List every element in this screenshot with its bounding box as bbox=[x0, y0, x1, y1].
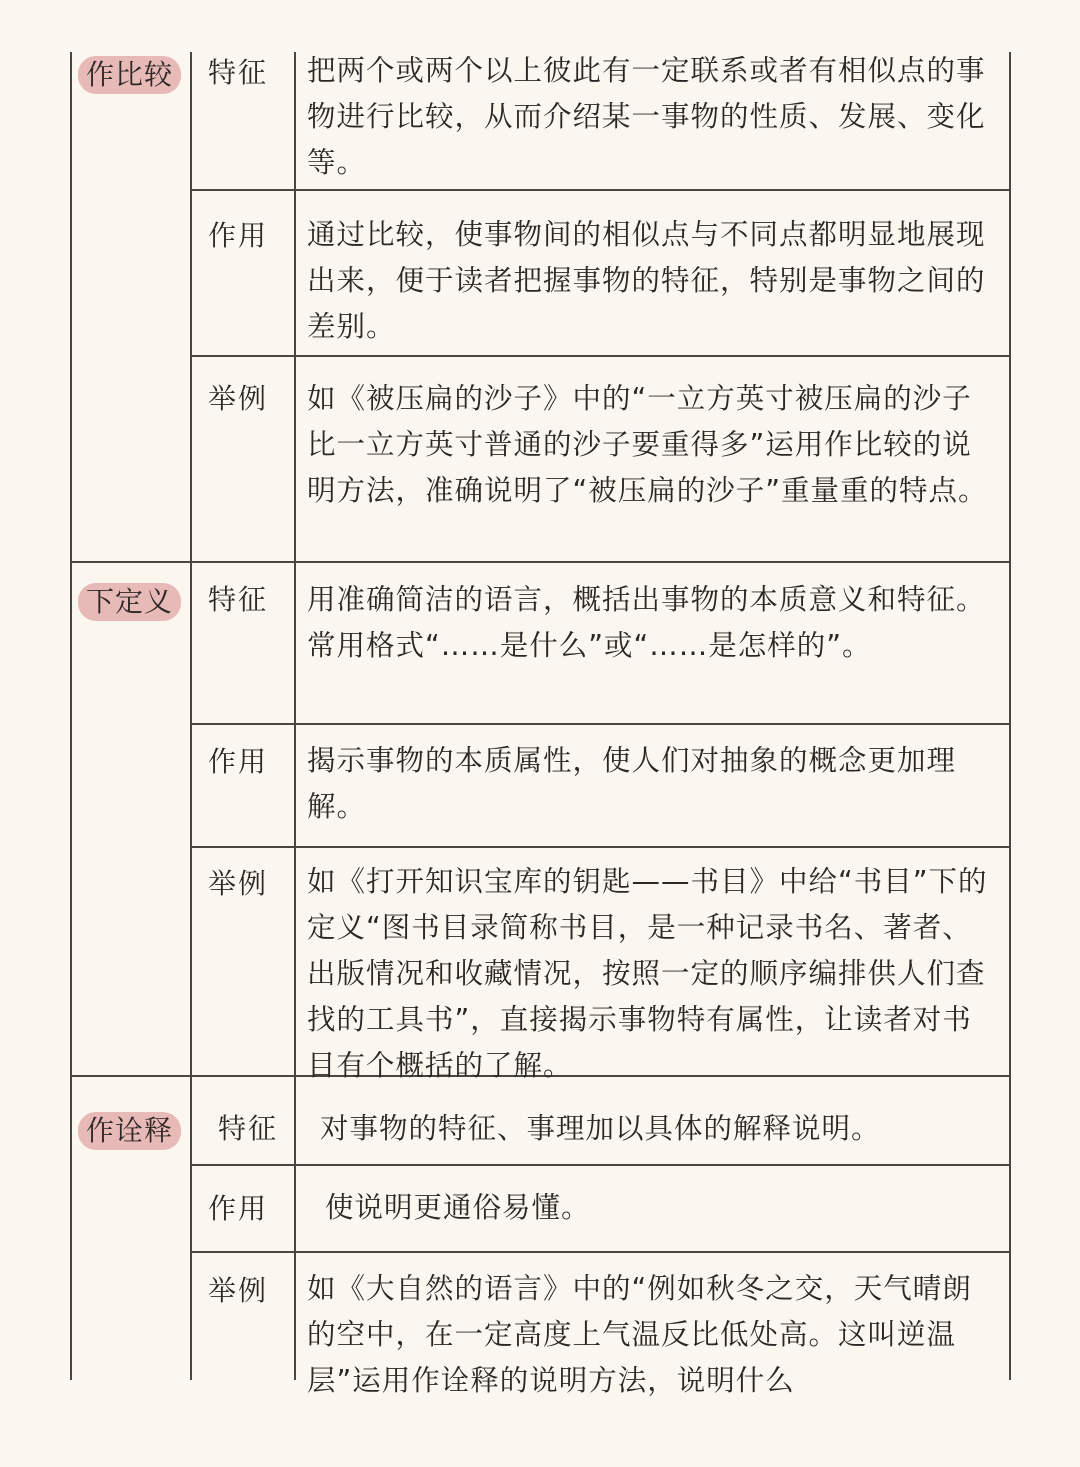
row-label-example: 举例 bbox=[208, 867, 269, 900]
row-label-function: 作用 bbox=[208, 219, 269, 252]
row-label-feature: 特征 bbox=[208, 56, 269, 89]
table-column-divider-1 bbox=[190, 52, 192, 1380]
example-text: 如《被压扁的沙子》中的“一立方英寸被压扁的沙子比一立方英寸普通的沙子要重得多”运用作比较的说明方法，准确说明了“被压扁的沙子”重量重的特点。 bbox=[307, 382, 988, 507]
methods-table bbox=[70, 52, 1011, 1397]
table-left-border bbox=[70, 52, 72, 1380]
feature-text: 对事物的特征、事理加以具体的解释说明。 bbox=[320, 1112, 881, 1145]
table-right-border bbox=[1009, 52, 1011, 1380]
row-label-function: 作用 bbox=[208, 745, 269, 778]
example-text: 如《大自然的语言》中的“例如秋冬之交，天气晴朗的空中，在一定高度上气温反比低处高。这叫逆温层”运用作诠释的说明方法，说明什么 bbox=[307, 1272, 972, 1397]
row-label-example: 举例 bbox=[208, 1274, 269, 1307]
row-label-feature: 特征 bbox=[218, 1112, 279, 1145]
row-label-feature: 特征 bbox=[208, 583, 269, 616]
function-text: 使说明更通俗易懂。 bbox=[325, 1191, 591, 1224]
method-name: 作比较 bbox=[78, 56, 181, 94]
method-name: 下定义 bbox=[78, 583, 181, 621]
example-text: 如《打开知识宝库的钥匙——书目》中给“书目”下的定义“图书目录简称书目，是一种记录书名、著者、出版情况和收藏情况，按照一定的顺序编排供人们查找的工具书”，直接揭示事物特有属性，让读者对书目有个概括的了解。 bbox=[307, 865, 988, 1082]
row-divider bbox=[192, 846, 1011, 848]
row-divider bbox=[192, 723, 1011, 725]
table-column-divider-2 bbox=[294, 52, 296, 1380]
method-name: 作诠释 bbox=[78, 1112, 181, 1150]
row-label-function: 作用 bbox=[208, 1192, 269, 1225]
function-text: 通过比较，使事物间的相似点与不同点都明显地展现出来，便于读者把握事物的特征，特别是事物之间的差别。 bbox=[307, 218, 986, 343]
row-divider bbox=[192, 355, 1011, 357]
row-divider bbox=[192, 189, 1011, 191]
row-divider bbox=[192, 1164, 1011, 1166]
row-label-example: 举例 bbox=[208, 382, 269, 415]
feature-text: 把两个或两个以上彼此有一定联系或者有相似点的事物进行比较，从而介绍某一事物的性质、发展、变化等。 bbox=[307, 54, 986, 179]
group-divider bbox=[70, 561, 1011, 563]
row-divider bbox=[192, 1251, 1011, 1253]
feature-text: 用准确简洁的语言，概括出事物的本质意义和特征。常用格式“……是什么”或“……是怎样的”。 bbox=[307, 583, 986, 662]
function-text: 揭示事物的本质属性，使人们对抽象的概念更加理解。 bbox=[307, 744, 957, 823]
